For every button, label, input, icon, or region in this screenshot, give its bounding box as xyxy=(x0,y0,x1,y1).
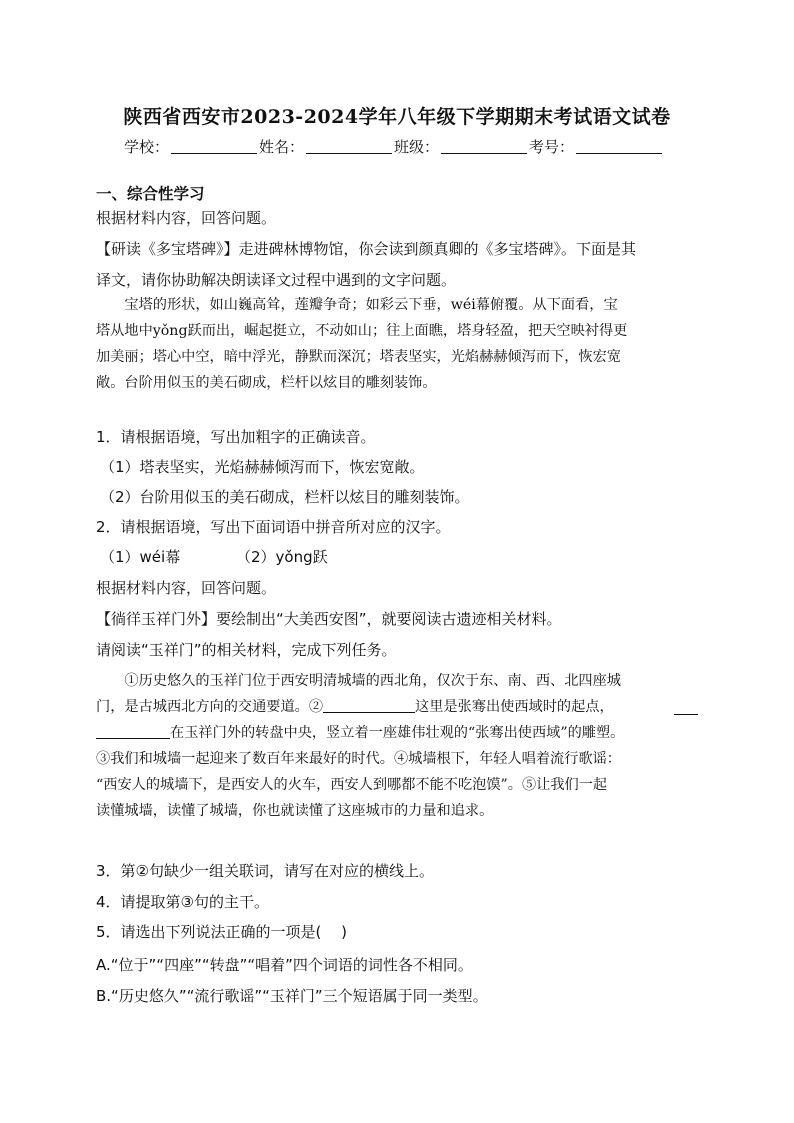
question-1-item-2: （2）台阶用似玉的美石砌成，栏杆以炫目的雕刻装饰。 xyxy=(100,488,470,506)
question-2-item-2: （2）yǒng跃 xyxy=(236,548,328,566)
material1-line1: 【研读《多宝塔碑》】走进碑林博物馆，你会读到颜真卿的《多宝塔碑》。下面是其 xyxy=(96,240,637,258)
conjunction-blank-2b[interactable] xyxy=(96,724,170,739)
material2-line1: 【徜徉玉祥门外】要绘制出“大美西安图”，就要阅读古遗迹相关材料。 xyxy=(96,610,562,628)
passage2-text: 这里是张骞出使西域时的起点， xyxy=(415,699,614,715)
question-2: 2．请根据语境，写出下面词语中拼音所对应的汉字。 xyxy=(96,518,451,536)
passage1-line: 加美丽；塔心中空，暗中浮光，静默而深沉；塔表坚实，光焰赫赫倾泻而下，恢宏宽 xyxy=(96,349,621,365)
name-label: 姓名： xyxy=(259,138,305,156)
question-4: 4．请提取第③句的主干。 xyxy=(96,893,269,911)
passage2-line xyxy=(96,694,698,720)
passage1-line: 塔从地中yǒng跃而出，崛起挺立，不动如山；往上面瞧，塔身轻盈，把天空映衬得更 xyxy=(96,323,628,339)
intro-text-2: 根据材料内容，回答问题。 xyxy=(96,579,277,597)
class-label: 班级： xyxy=(394,138,440,156)
passage2-text: 门，是古城西北方向的交通要道。② xyxy=(96,699,324,715)
question-3: 3．第②句缺少一组关联词，请写在对应的横线上。 xyxy=(96,862,434,880)
passage2-line: “西安人的城墙下，是西安人的火车，西安人到哪都不能不吃泡馍”。⑤让我们一起 xyxy=(96,777,608,793)
intro-text-1: 根据材料内容，回答问题。 xyxy=(96,209,277,227)
passage2-line: ①历史悠久的玉祥门位于西安明清城墙的西北角，仅次于东、南、西、北四座城 xyxy=(124,673,621,689)
school-label: 学校： xyxy=(124,138,170,156)
school-blank[interactable] xyxy=(171,139,257,154)
passage2-text: 在玉祥门外的转盘中央，竖立着一座雄伟壮观的“张骞出使西域”的雕塑。 xyxy=(170,725,625,741)
passage1-line: 宝塔的形状，如山巍高耸，莲瓣争奇；如彩云下垂，wéi幕俯覆。从下面看，宝 xyxy=(124,297,618,313)
passage2-line: ③我们和城墙一起迎来了数百年来最好的时代。④城墙根下，年轻人唱着流行歌谣： xyxy=(96,751,621,767)
conjunction-blank-1[interactable] xyxy=(323,698,415,713)
question-5: 5．请选出下列说法正确的一项是( ) xyxy=(96,923,348,941)
name-blank[interactable] xyxy=(306,139,392,154)
material2-line2: 请阅读“玉祥门”的相关材料，完成下列任务。 xyxy=(96,641,397,659)
number-label: 考号： xyxy=(529,138,575,156)
conjunction-blank-2a[interactable] xyxy=(674,700,698,715)
class-blank[interactable] xyxy=(441,139,527,154)
passage-2 xyxy=(96,668,698,824)
page-title: 陕西省西安市2023-2024学年八年级下学期期末考试语文试卷 xyxy=(123,106,671,128)
option-b[interactable]: B.“历史悠久”“流行歌谣”“玉祥门”三个短语属于同一类型。 xyxy=(96,987,488,1005)
question-1-item-1: （1）塔表坚实，光焰赫赫倾泻而下，恢宏宽敞。 xyxy=(100,458,425,476)
number-blank[interactable] xyxy=(576,139,662,154)
passage2-line xyxy=(96,720,698,746)
question-1: 1．请根据语境，写出加粗字的正确读音。 xyxy=(96,428,376,446)
option-a[interactable]: A.“位于”“四座”“转盘”“唱着”四个词语的词性各不相同。 xyxy=(96,956,473,974)
passage1-line: 敞。台阶用似玉的美石砌成，栏杆以炫目的雕刻装饰。 xyxy=(96,375,437,391)
passage-1 xyxy=(96,292,698,396)
student-info-row xyxy=(124,136,664,157)
material1-line2: 译文，请你协助解决朗读译文过程中遇到的文字问题。 xyxy=(96,271,457,289)
passage2-line: 读懂城墙，读懂了城墙，你也就读懂了这座城市的力量和追求。 xyxy=(96,803,494,819)
question-2-item-1: （1）wéi幕 xyxy=(100,548,181,566)
section-heading: 一、综合性学习 xyxy=(96,185,205,203)
